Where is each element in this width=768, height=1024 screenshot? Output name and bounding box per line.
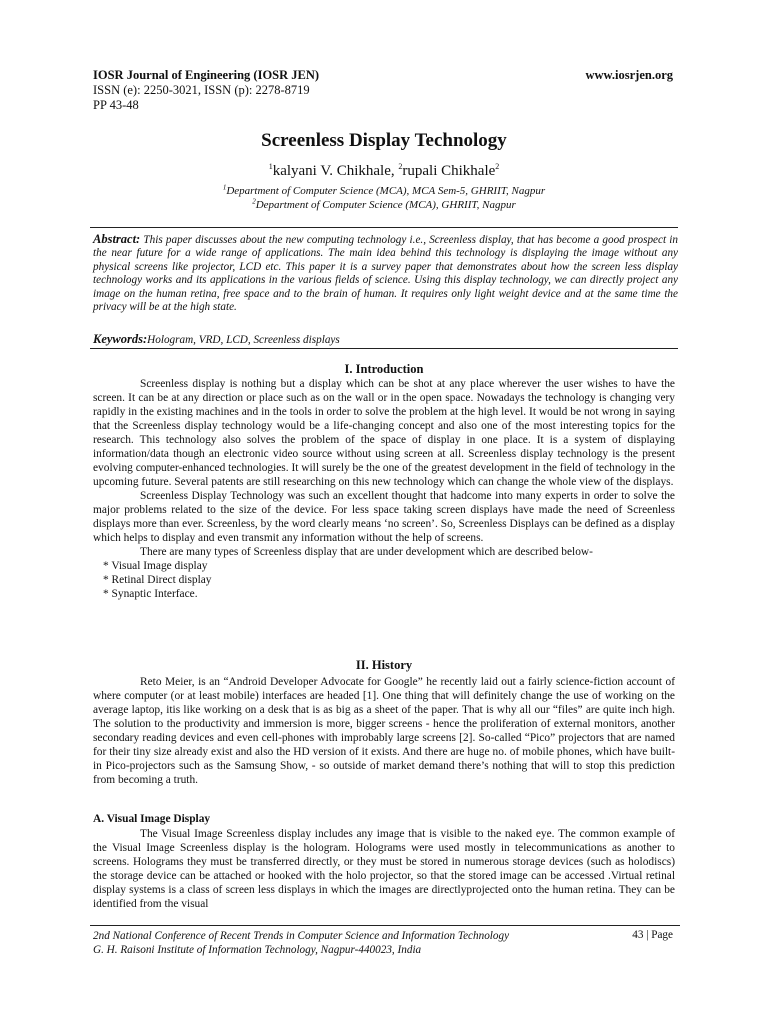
journal-title: IOSR Journal of Engineering (IOSR JEN): [93, 68, 320, 82]
journal-website[interactable]: www.iosrjen.org: [585, 68, 673, 82]
aff2-text: Department of Computer Science (MCA), GHRIIT, Nagpur: [255, 199, 516, 211]
section-history-body: [93, 675, 675, 787]
footer-conference: [93, 929, 509, 957]
history-paragraph-1: Reto Meier, is an “Android Developer Advocate for Google” he recently laid out a fairly science-fiction account of where computer (or at least mobile) interfaces are headed [1]. One thing that will definitely change the use of working on the average laptop, itis like working on a desk that is as big as a sheet of the paper. That is why all our “files” are quite inch high. The solution to the productivity and immersion is more, bigger screens - hence the proliferation of external monitors, another secondary reading devices and even cell-phones with improbably large screens [2]. So-called “Pico” projectors that are named for their tiny size already exist and also the HD version of it exists. And there are huge no. of mobile phones, which have built-in Pico-projectors such as the Samsung Show, - so outside of market demand there’s nothing that will to stop this prediction from becoming a truth.: [93, 676, 675, 786]
issn-line: ISSN (e): 2250-3021, ISSN (p): 2278-8719: [93, 83, 310, 97]
abstract-top-rule: [90, 227, 678, 228]
subsection-visual-image-body: [93, 827, 675, 911]
aff1-text: Department of Computer Science (MCA), MCA Sem-5, GHRIIT, Nagpur: [226, 185, 546, 197]
section-history-heading: II. History: [355, 658, 413, 672]
page-number: 43 | Page: [632, 929, 673, 941]
footer-rule: [90, 925, 680, 926]
keywords: [93, 332, 340, 347]
abstract: [93, 233, 678, 314]
affiliation-2: [0, 199, 768, 211]
author2-sup: 2: [398, 162, 403, 171]
footer-conference-line1: 2nd National Conference of Recent Trends in Computer Science and Information Technology: [93, 930, 510, 942]
list-item: * Visual Image display: [103, 560, 208, 572]
keywords-text: Hologram, VRD, LCD, Screenless displays: [147, 334, 340, 346]
intro-paragraph-3: There are many types of Screenless display that are under development which are described below-: [140, 546, 593, 558]
abstract-bottom-rule: [90, 348, 678, 349]
aff1-sup: 1: [222, 183, 227, 192]
list-item: * Synaptic Interface.: [103, 588, 198, 600]
display-types-list: [93, 559, 675, 601]
author1-sup: 1: [268, 162, 273, 171]
keywords-label: Keywords:: [93, 332, 148, 346]
abstract-label: Abstract:: [93, 232, 141, 246]
footer-conference-line2: G. H. Raisoni Institute of Information Technology, Nagpur-440023, India: [93, 944, 422, 956]
list-item: * Retinal Direct display: [103, 574, 212, 586]
intro-paragraph-2: Screenless Display Technology was such an excellent thought that hadcome into many experts in order to solve the major problems related to the size of the device. For less space taking screen displays have made the need of Screenless displays more than ever. Screenless, by the word clearly means ‘no screen’. So, Screenless Displays can be defined as a display which helps to display and even transmit any information without the help of screens.: [93, 490, 675, 544]
journal-header: [93, 68, 319, 113]
abstract-text: This paper discusses about the new computing technology i.e., Screenless display, that has become a good prospect in the near future for a wide range of applications. The main idea behind this technology is displaying the image without any physical screens like projector, LCD etc. This paper it is a survey paper that demonstrates about how the screen less display technology works and its applications in the various fields of science. Using this display technology, we can directly project any image on the human retina, free space and to the brain of human. It requires only light weight device and at the same time the privacy will be at the high state.: [93, 234, 678, 314]
page-range: PP 43-48: [93, 98, 139, 112]
section-introduction-body: [93, 377, 675, 601]
visual-image-paragraph-1: The Visual Image Screenless display includes any image that is visible to the naked eye. The common example of the Visual Image Screenless display is the hologram. Holograms were used mostly in telecommunications as another to screens. Holograms they must be transferred directly, or they must be stored in numerous storage devices (such as holodiscs) the storage device can be attached or hooked with the holo projector, so that the stored image can be accessed .Virtual retinal display systems is a class of screen less displays in which the images are directlyprojected onto the human retina. They can be identified from the visual: [93, 828, 675, 910]
section-introduction-heading: I. Introduction: [344, 362, 424, 376]
authors-line: [0, 163, 768, 180]
intro-paragraph-1: Screenless display is nothing but a display which can be shot at any place wherever the user wishes to have the screen. It can be at any direction or place such as on the wall or in the open space. Nowadays the technology is changing very rapidly in the existing machines and in the tools in order to solve the problem at the high level. It would be not wrong in saying that the Screenless display technology would be a life-changing concept and also one of the most interesting topics for the research. This technology also solves the problem of the space of display in one place. It is a system of displaying information/data though an electronic video source without using screen at all. Screenless display technology is the present evolving computer-enhanced technologies. It will surely be the one of the greatest development in the field of technology in the upcoming future. Several patents are still researching on this new technology which can change the whole view of the displays.: [93, 378, 675, 488]
author2-name: rupali Chikhale: [402, 163, 496, 179]
aff2-sup: 2: [252, 197, 256, 206]
subsection-visual-image-heading: A. Visual Image Display: [93, 813, 211, 825]
affiliation-1: [0, 185, 768, 197]
author1-name: kalyani V. Chikhale,: [272, 163, 399, 179]
paper-title: Screenless Display Technology: [261, 130, 507, 151]
author2-trailing-sup: 2: [495, 162, 500, 171]
